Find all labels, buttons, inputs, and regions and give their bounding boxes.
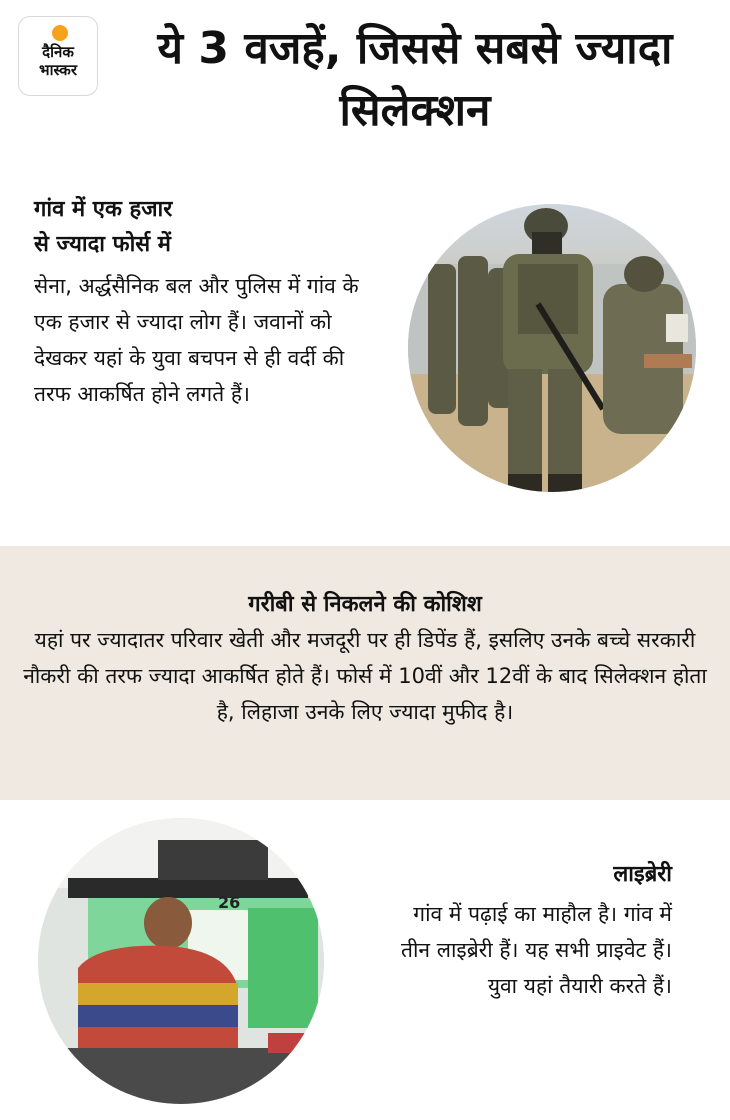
dainik-bhaskar-logo	[18, 16, 98, 96]
desk-number: 26	[218, 893, 241, 912]
sun-icon	[52, 25, 68, 41]
library-photo	[38, 818, 324, 1104]
section1-body: सेना, अर्द्धसैनिक बल और पुलिस में गांव के एक हजार से ज्यादा लोग हैं। जवानों को देखकर यहां के युवा बचपन से ही वर्दी की तरफ आकर्षित होने लगते हैं।	[34, 274, 359, 406]
page-title: ये 3 वजहें, जिससे सबसे ज्यादा सिलेक्शन	[157, 23, 673, 136]
logo-text-line2: भास्कर	[39, 61, 77, 79]
section2-heading: गरीबी से निकलने की कोशिश	[248, 592, 482, 617]
section1-heading: गांव में एक हजार से ज्यादा फोर्स में	[34, 197, 173, 257]
section3-body: गांव में पढ़ाई का माहौल है। गांव में तीन लाइब्रेरी हैं। यह सभी प्राइवेट हैं। युवा यहां तैयारी करते हैं।	[400, 902, 672, 998]
soldiers-photo	[408, 204, 696, 492]
section3-heading: लाइब्रेरी	[613, 862, 672, 887]
logo-text-line1: दैनिक	[42, 43, 74, 61]
section2-body: यहां पर ज्यादातर परिवार खेती और मजदूरी पर ही डिपेंड हैं, इसलिए उनके बच्चे सरकारी नौकरी की तरफ ज्यादा आकर्षित होते हैं। फोर्स में 10वीं और 12वीं के बाद सिलेक्शन होता है, लिहाजा उनके लिए ज्यादा मुफीद है।	[23, 628, 707, 724]
